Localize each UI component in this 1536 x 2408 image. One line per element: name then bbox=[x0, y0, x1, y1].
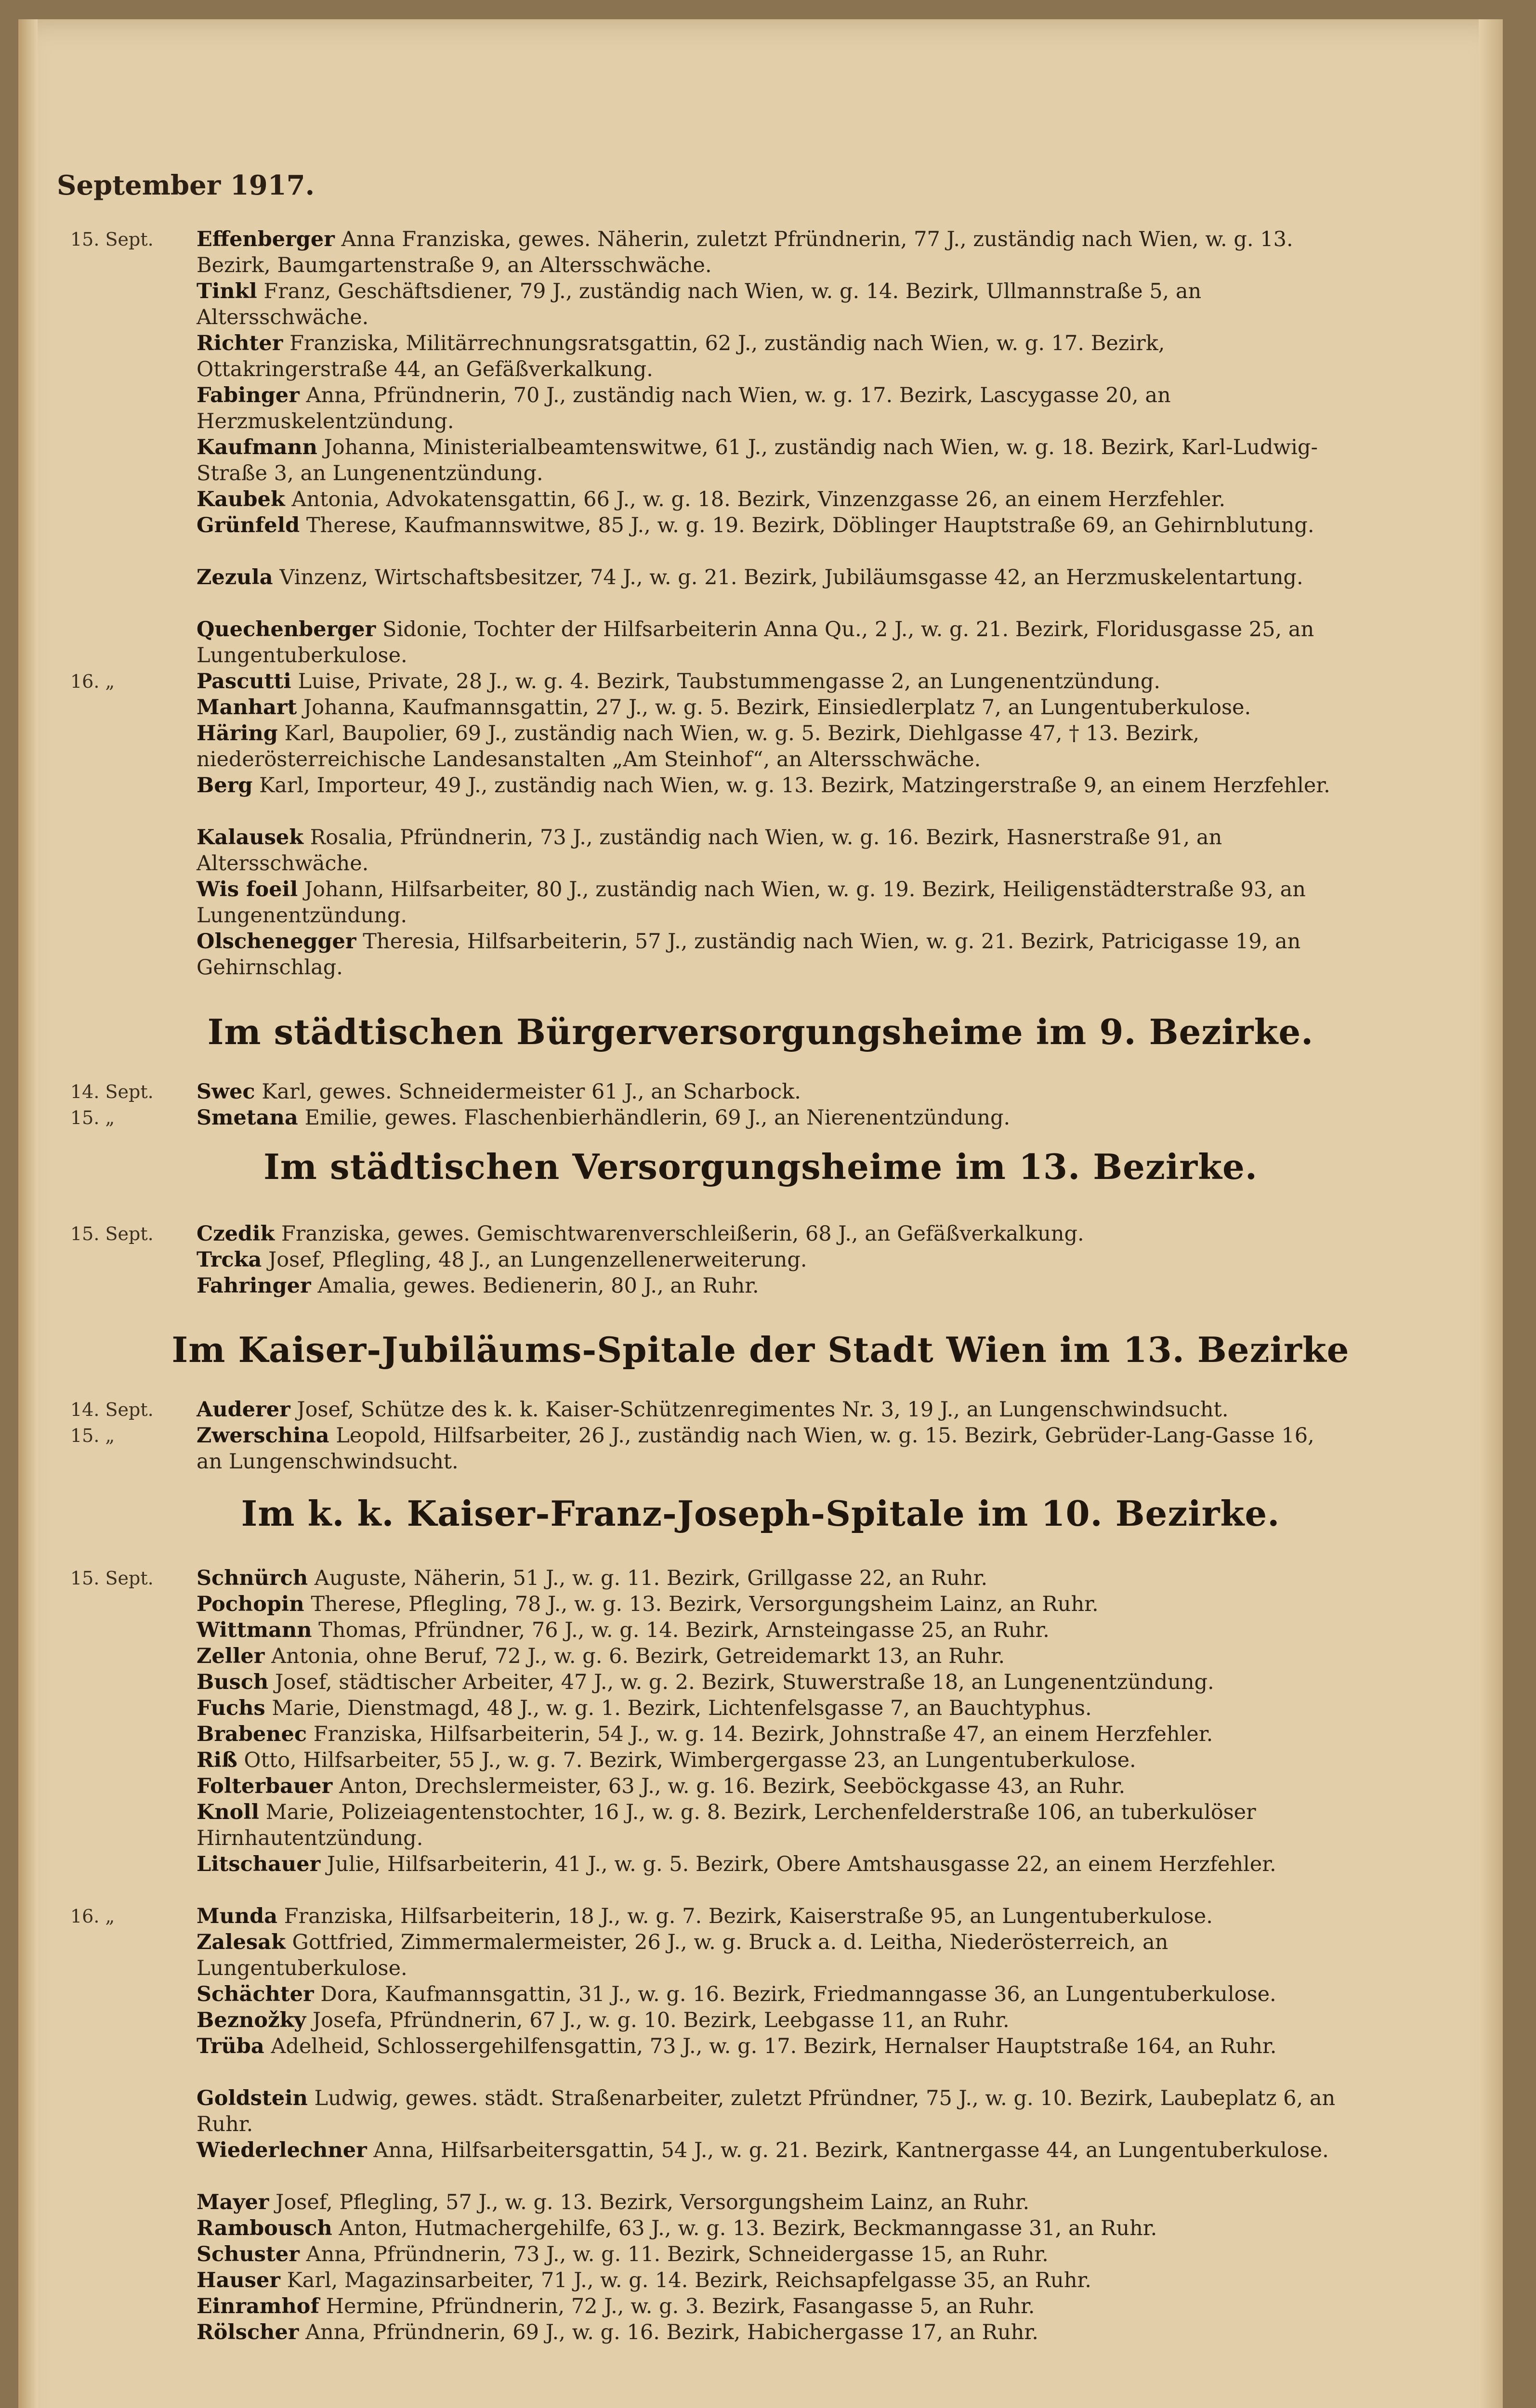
entry-surname: Zalesak bbox=[197, 1930, 286, 1954]
entry-details: Theresia, Hilfsarbeiterin, 57 J., zuständig nach Wien, w. g. 21. Bezirk, Patricigasse 19, an Gehirnschlag. bbox=[197, 929, 1301, 980]
entry-details: Karl, Magazinsarbeiter, 71 J., w. g. 14. Bezirk, Reichsapfelgasse 35, an Ruhr. bbox=[287, 2268, 1091, 2292]
entry-details: Ludwig, gewes. städt. Straßenarbeiter, zuletzt Pfründner, 75 J., w. g. 10. Bezirk, Laubeplatz 6, an Ruhr. bbox=[197, 2086, 1336, 2136]
entry-details: Otto, Hilfsarbeiter, 55 J., w. g. 7. Bezirk, Wimbergergasse 23, an Lungentuberkulose. bbox=[244, 1748, 1136, 1772]
entry-surname: Wiederlechner bbox=[197, 2138, 367, 2162]
entry-details: Sidonie, Tochter der Hilfsarbeiterin Anna Qu., 2 J., w. g. 21. Bezirk, Floridusgasse 25, an Lungentuberkulose. bbox=[197, 617, 1314, 667]
entry-details: Gottfried, Zimmermalermeister, 26 J., w. g. Bruck a. d. Leitha, Niederösterreich, an Lungentuberkulose. bbox=[197, 1930, 1168, 1980]
entry-details: Marie, Dienstmagd, 48 J., w. g. 1. Bezirk, Lichtenfelsgasse 7, an Bauchtyphus. bbox=[272, 1696, 1092, 1720]
entry-surname: Riß bbox=[197, 1748, 237, 1772]
entry-date: 14. Sept. bbox=[70, 1399, 154, 1420]
entry-date: 15. Sept. bbox=[70, 1568, 154, 1589]
entry-date: 15. „ bbox=[70, 1425, 115, 1446]
entry-details: Johanna, Ministerialbeamtenswitwe, 61 J., zuständig nach Wien, w. g. 18. Bezirk, Karl-Ludwig-Straße 3, an Lungenentzündung. bbox=[197, 435, 1318, 485]
entry-details: Therese, Pflegling, 78 J., w. g. 13. Bezirk, Versorgungsheim Lainz, an Ruhr. bbox=[311, 1592, 1099, 1616]
entry-details: Vinzenz, Wirtschaftsbesitzer, 74 J., w. g. 21. Bezirk, Jubiläumsgasse 42, an Herzmuskelentartung. bbox=[279, 565, 1303, 589]
entry-surname: Zwerschina bbox=[197, 1424, 329, 1448]
entry-surname: Busch bbox=[197, 1670, 269, 1694]
entry-details: Franziska, Hilfsarbeiterin, 18 J., w. g. 7. Bezirk, Kaiserstraße 95, an Lungentuberkulose. bbox=[284, 1904, 1213, 1928]
entry-details: Karl, Baupolier, 69 J., zuständig nach Wien, w. g. 5. Bezirk, Diehlgasse 47, † 13. Bezirk, niederösterreichische Landesanstalten „Am Steinhof“, an Altersschwäche. bbox=[197, 721, 1200, 772]
entry-surname: Mayer bbox=[197, 2190, 269, 2214]
entry-details: Josef, städtischer Arbeiter, 47 J., w. g. 2. Bezirk, Stuwerstraße 18, an Lungenentzündung. bbox=[275, 1670, 1214, 1694]
entry-surname: Rambousch bbox=[197, 2216, 332, 2240]
entry-details: Emilie, gewes. Flaschenbierhändlerin, 69 J., an Nierenentzündung. bbox=[304, 1106, 1011, 1130]
entry-details: Johanna, Kaufmannsgattin, 27 J., w. g. 5. Bezirk, Einsiedlerplatz 7, an Lungentuberkulose. bbox=[303, 695, 1251, 720]
entry-surname: Knoll bbox=[197, 1800, 259, 1824]
document-page bbox=[18, 19, 1503, 2408]
page-header-month: September 1917. bbox=[57, 170, 315, 201]
entry-surname: Trüba bbox=[197, 2034, 264, 2058]
entry-details: Anton, Drechslermeister, 63 J., w. g. 16. Bezirk, Seeböckgasse 43, an Ruhr. bbox=[339, 1774, 1126, 1798]
entry-surname: Swec bbox=[197, 1080, 255, 1104]
entry-details: Hermine, Pfründnerin, 72 J., w. g. 3. Bezirk, Fasangasse 5, an Ruhr. bbox=[326, 2294, 1035, 2318]
entry-details: Dora, Kaufmannsgattin, 31 J., w. g. 16. Bezirk, Friedmanngasse 36, an Lungentuberkulose. bbox=[320, 1982, 1276, 2006]
entry-details: Josef, Pflegling, 57 J., w. g. 13. Bezirk, Versorgungsheim Lainz, an Ruhr. bbox=[276, 2190, 1030, 2214]
entry-date: 14. Sept. bbox=[70, 1081, 154, 1102]
entry-details: Anna Franziska, gewes. Näherin, zuletzt Pfründnerin, 77 J., zuständig nach Wien, w. g. 13. Bezirk, Baumgartenstraße 9, an Altersschwäche. bbox=[197, 227, 1293, 277]
entry-details: Adelheid, Schlossergehilfensgattin, 73 J., w. g. 17. Bezirk, Hernalser Hauptstraße 164, an Ruhr. bbox=[271, 2034, 1277, 2058]
entry-surname: Schächter bbox=[197, 1982, 314, 2006]
entry-details: Johann, Hilfsarbeiter, 80 J., zuständig nach Wien, w. g. 19. Bezirk, Heiligenstädterstraße 93, an Lungenentzündung. bbox=[197, 877, 1306, 928]
entry-details: Franziska, gewes. Gemischtwarenverschleißerin, 68 J., an Gefäßverkalkung. bbox=[281, 1222, 1084, 1246]
entry-details: Karl, Importeur, 49 J., zuständig nach Wien, w. g. 13. Bezirk, Matzingerstraße 9, an einem Herzfehler. bbox=[259, 773, 1330, 798]
entry-surname: Grünfeld bbox=[197, 513, 300, 537]
entry-details: Antonia, ohne Beruf, 72 J., w. g. 6. Bezirk, Getreidemarkt 13, an Ruhr. bbox=[271, 1644, 1005, 1668]
entry-surname: Wittmann bbox=[197, 1618, 312, 1642]
entry-surname: Rölscher bbox=[197, 2320, 299, 2344]
entry-surname: Zezula bbox=[197, 565, 273, 589]
entry-details: Leopold, Hilfsarbeiter, 26 J., zuständig nach Wien, w. g. 15. Bezirk, Gebrüder-Lang-Gasse 16, an Lungenschwindsucht. bbox=[197, 1424, 1314, 1474]
entry-surname: Hauser bbox=[197, 2268, 280, 2292]
entry-surname: Häring bbox=[197, 721, 278, 746]
entry-details: Josefa, Pfründnerin, 67 J., w. g. 10. Bezirk, Leebgasse 11, an Ruhr. bbox=[312, 2008, 1010, 2032]
entry-details: Julie, Hilfsarbeiterin, 41 J., w. g. 5. Bezirk, Obere Amtshausgasse 22, an einem Herzfehler. bbox=[327, 1852, 1276, 1876]
section-title-versorgungsheim: Im städtischen Versorgungsheime im 13. Bezirke. bbox=[263, 1146, 1258, 1187]
entry-date: 15. Sept. bbox=[70, 229, 154, 250]
entry-details: Anton, Hutmachergehilfe, 63 J., w. g. 13. Bezirk, Beckmanngasse 31, an Ruhr. bbox=[339, 2216, 1157, 2240]
entry-surname: Kaufmann bbox=[197, 435, 317, 459]
entry-surname: Tinkl bbox=[197, 279, 257, 303]
entry-surname: Schuster bbox=[197, 2242, 300, 2266]
entry-details: Luise, Private, 28 J., w. g. 4. Bezirk, Taubstummengasse 2, an Lungenentzündung. bbox=[298, 669, 1161, 694]
entry-details: Franziska, Hilfsarbeiterin, 54 J., w. g. 14. Bezirk, Johnstraße 47, an einem Herzfehler. bbox=[313, 1722, 1213, 1746]
section-title-kaiser-franz-joseph-spital: Im k. k. Kaiser-Franz-Joseph-Spitale im 10. Bezirke. bbox=[241, 1493, 1280, 1534]
section-title-kaiser-jubilaeums-spital: Im Kaiser-Jubiläums-Spitale der Stadt Wien im 13. Bezirke bbox=[171, 1329, 1350, 1370]
entry-details: Josef, Pflegling, 48 J., an Lungenzellenerweiterung. bbox=[268, 1248, 807, 1272]
entry-surname: Munda bbox=[197, 1904, 278, 1928]
entry-details: Anna, Hilfsarbeitersgattin, 54 J., w. g. 21. Bezirk, Kantnergasse 44, an Lungentuberkulose. bbox=[373, 2138, 1329, 2162]
entry-surname: Goldstein bbox=[197, 2086, 308, 2110]
entry-surname: Trcka bbox=[197, 1248, 262, 1272]
entry-surname: Pascutti bbox=[197, 669, 291, 694]
entry-surname: Zeller bbox=[197, 1644, 265, 1668]
entry-surname: Berg bbox=[197, 773, 253, 798]
entry-date: 16. „ bbox=[70, 1906, 115, 1927]
entry-details: Amalia, gewes. Bedienerin, 80 J., an Ruhr. bbox=[317, 1274, 759, 1298]
entry-surname: Effenberger bbox=[197, 227, 335, 251]
section-title-buergerversorgungsheim: Im städtischen Bürgerversorgungsheime im 9. Bezirke. bbox=[207, 1011, 1314, 1052]
entry-details: Karl, gewes. Schneidermeister 61 J., an Scharbock. bbox=[262, 1080, 801, 1104]
entry-details: Thomas, Pfründner, 76 J., w. g. 14. Bezirk, Arnsteingasse 25, an Ruhr. bbox=[318, 1618, 1050, 1642]
entry-details: Rosalia, Pfründnerin, 73 J., zuständig nach Wien, w. g. 16. Bezirk, Hasnerstraße 91, an Altersschwäche. bbox=[197, 825, 1222, 876]
entry-surname: Pochopin bbox=[197, 1592, 304, 1616]
entry-date: 15. Sept. bbox=[70, 1223, 154, 1244]
entry-surname: Beznožky bbox=[197, 2008, 306, 2032]
entry-surname: Schnürch bbox=[197, 1566, 308, 1590]
entry-surname: Litschauer bbox=[197, 1852, 321, 1876]
entry-surname: Fahringer bbox=[197, 1274, 311, 1298]
entry-details: Anna, Pfründnerin, 69 J., w. g. 16. Bezirk, Habichergasse 17, an Ruhr. bbox=[305, 2320, 1038, 2344]
entry-surname: Kalausek bbox=[197, 825, 304, 850]
entry-details: Antonia, Advokatensgattin, 66 J., w. g. 18. Bezirk, Vinzenzgasse 26, an einem Herzfehler. bbox=[291, 487, 1226, 511]
entry-details: Josef, Schütze des k. k. Kaiser-Schützenregimentes Nr. 3, 19 J., an Lungenschwindsucht. bbox=[297, 1398, 1229, 1422]
entry-surname: Fabinger bbox=[197, 383, 300, 407]
entry-details: Franziska, Militärrechnungsratsgattin, 62 J., zuständig nach Wien, w. g. 17. Bezirk, Ottakringerstraße 44, an Gefäßverkalkung. bbox=[197, 331, 1165, 381]
entry-surname: Richter bbox=[197, 331, 283, 355]
entry-date: 16. „ bbox=[70, 671, 115, 692]
entry-surname: Manhart bbox=[197, 695, 297, 720]
entry-details: Auguste, Näherin, 51 J., w. g. 11. Bezirk, Grillgasse 22, an Ruhr. bbox=[314, 1566, 988, 1590]
entry-surname: Brabenec bbox=[197, 1722, 307, 1746]
page-spine-shadow bbox=[18, 19, 38, 2408]
entry-surname: Auderer bbox=[197, 1398, 290, 1422]
entry-surname: Folterbauer bbox=[197, 1774, 333, 1798]
entry-surname: Olschenegger bbox=[197, 929, 356, 954]
entry-surname: Czedik bbox=[197, 1222, 275, 1246]
entry-surname: Wis foeil bbox=[197, 877, 298, 902]
entry-date: 15. „ bbox=[70, 1107, 115, 1128]
page-edge-shadow bbox=[1479, 19, 1503, 2408]
entry-surname: Quechenberger bbox=[197, 617, 376, 641]
entry-surname: Smetana bbox=[197, 1106, 298, 1130]
entry-details: Marie, Polizeiagentenstochter, 16 J., w. g. 8. Bezirk, Lerchenfelderstraße 106, an tuberkulöser Hirnhautentzündung. bbox=[197, 1800, 1256, 1850]
entry-details: Anna, Pfründnerin, 70 J., zuständig nach Wien, w. g. 17. Bezirk, Lascygasse 20, an Herzmuskelentzündung. bbox=[197, 383, 1171, 433]
entry-details: Anna, Pfründnerin, 73 J., w. g. 11. Bezirk, Schneidergasse 15, an Ruhr. bbox=[306, 2242, 1049, 2266]
entry-surname: Fuchs bbox=[197, 1696, 265, 1720]
entry-details: Franz, Geschäftsdiener, 79 J., zuständig nach Wien, w. g. 14. Bezirk, Ullmannstraße 5, an Altersschwäche. bbox=[197, 279, 1202, 329]
entry-surname: Kaubek bbox=[197, 487, 285, 511]
entry-surname: Einramhof bbox=[197, 2294, 319, 2318]
entry-details: Therese, Kaufmannswitwe, 85 J., w. g. 19. Bezirk, Döblinger Hauptstraße 69, an Gehirnblutung. bbox=[306, 513, 1314, 537]
